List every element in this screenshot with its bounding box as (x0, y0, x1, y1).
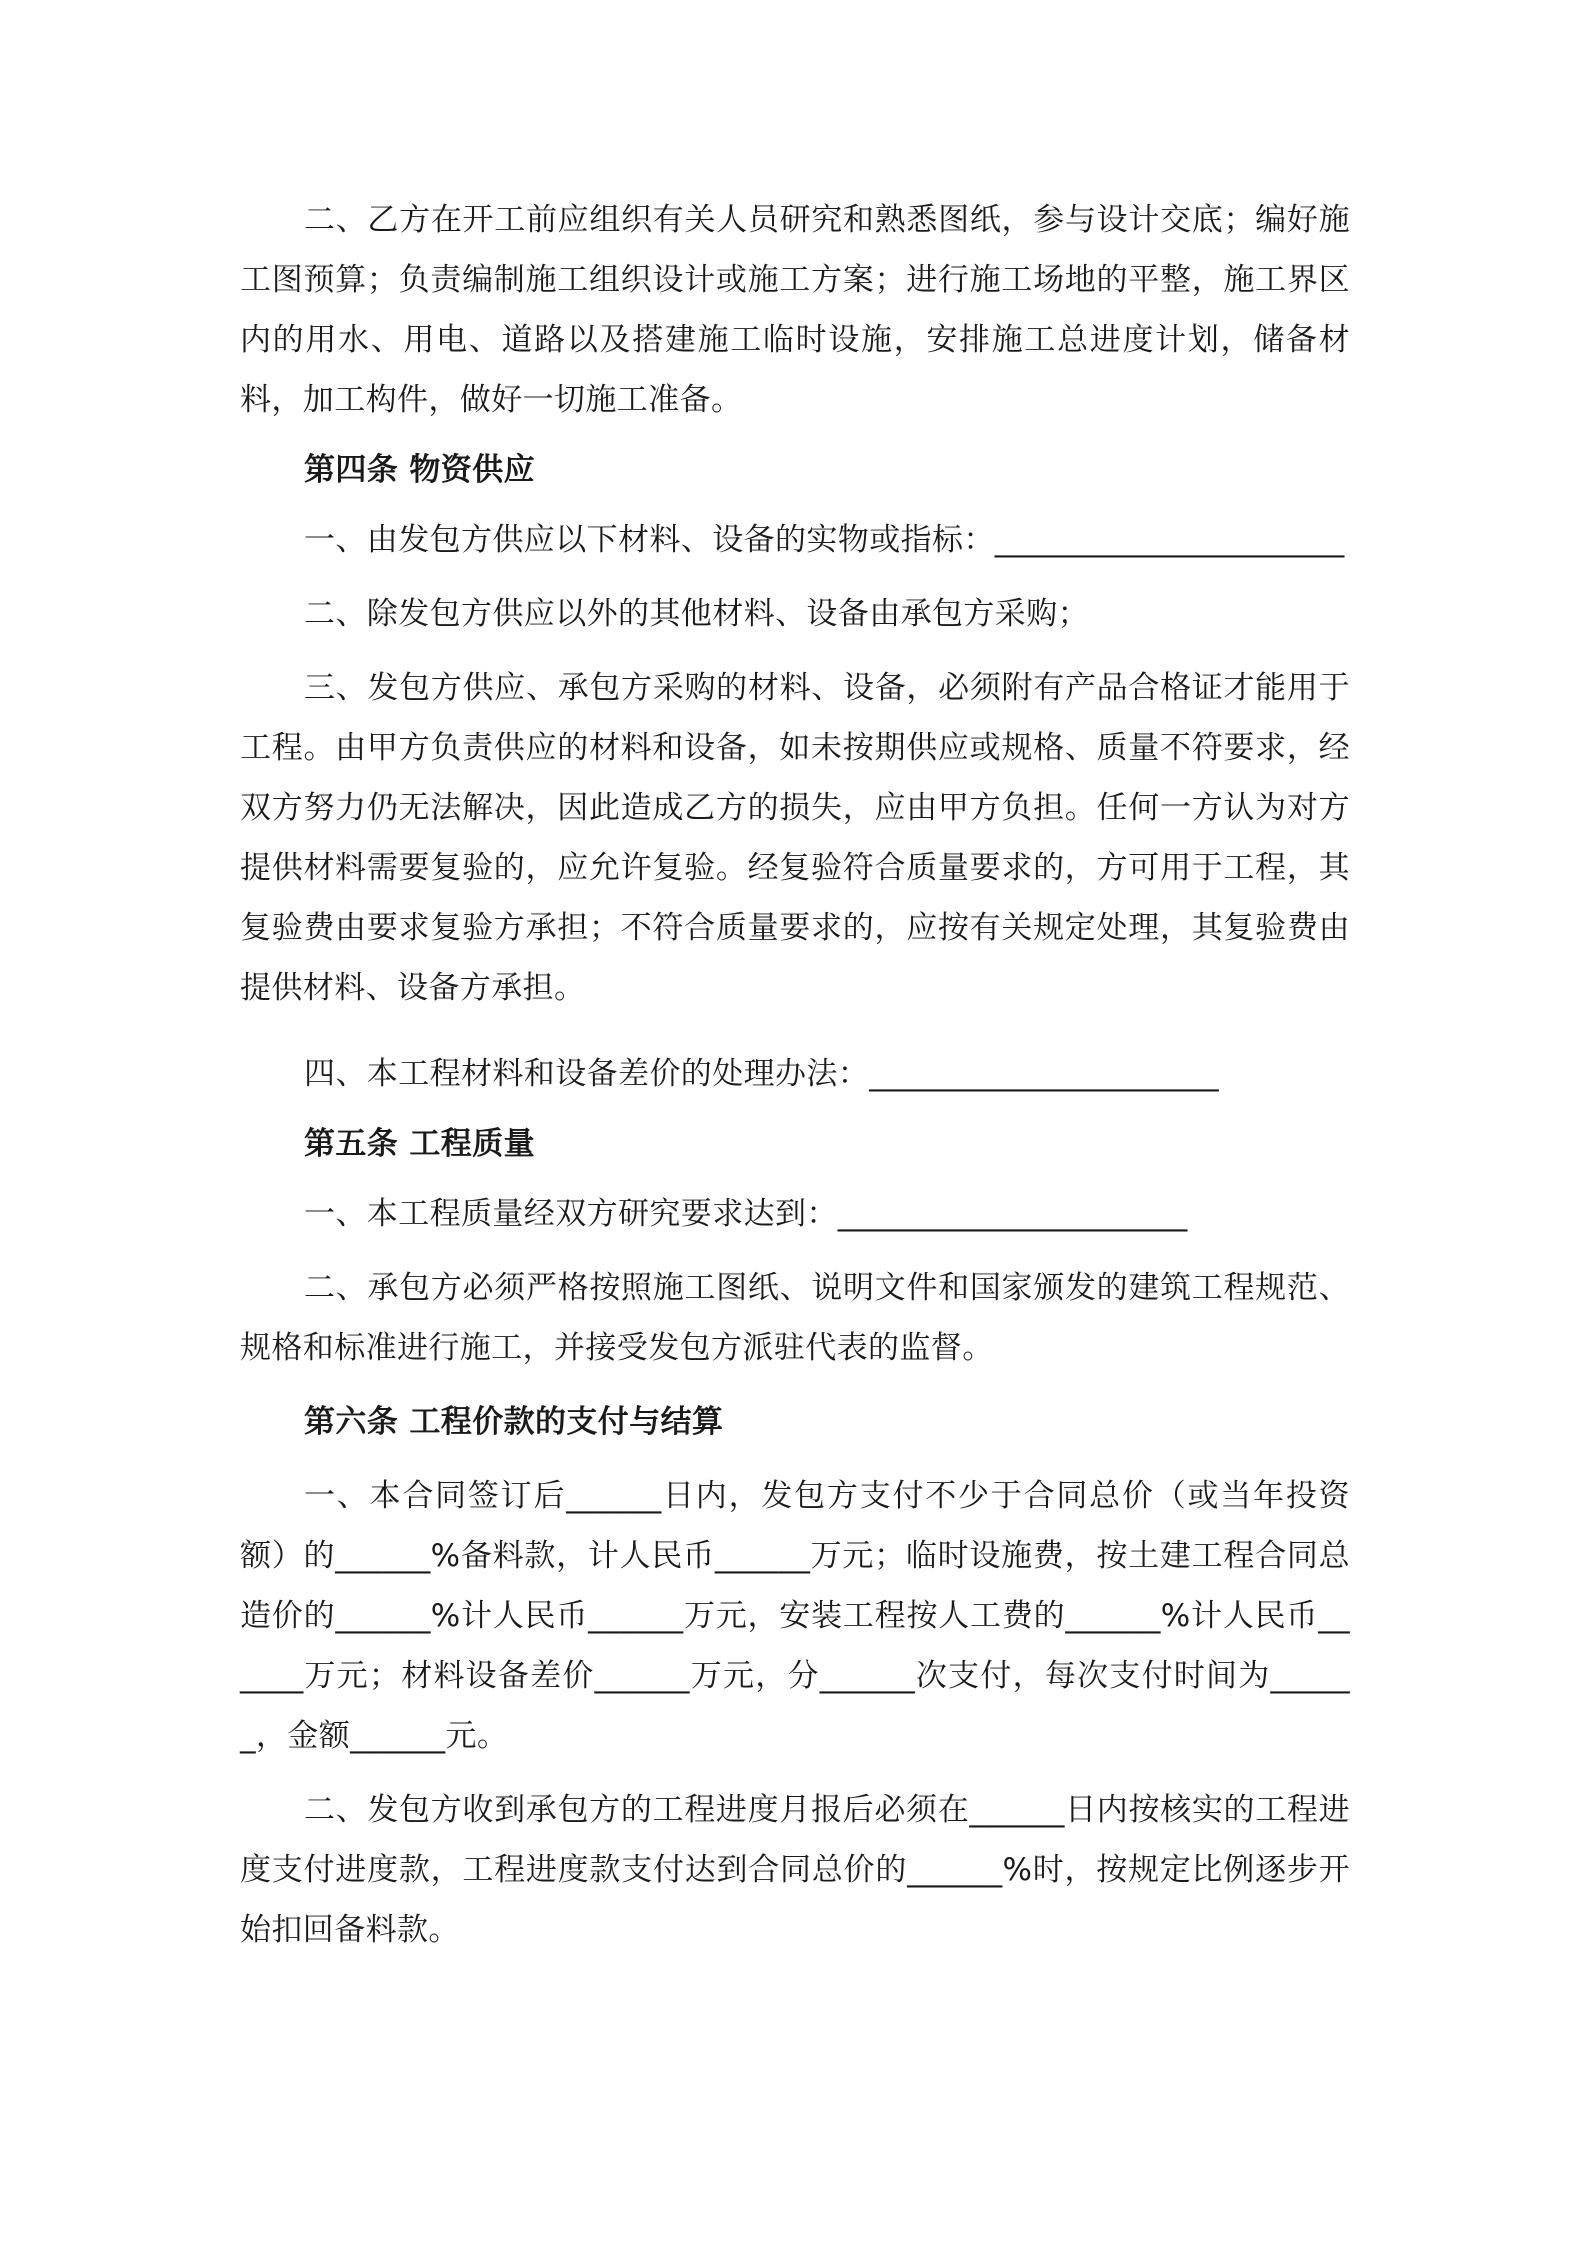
paragraph-supply-3: 三、发包方供应、承包方采购的材料、设备，必须附有产品合格证才能用于工程。由甲方负责供应的材料和设备，如未按期供应或规格、质量不符要求，经双方努力仍无法解决，因此造成乙方的损失，应由甲方负担。任何一方认为对方提供材料需要复验的，应允许复验。经复验符合质量要求的，方可用于工程，其复验费由要求复验方承担；不符合质量要求的，应按有关规定处理，其复验费由提供材料、设备方承担。 (240, 670, 1350, 1006)
paragraph-quality-2: 二、承包方必须严格按照施工图纸、说明文件和国家颁发的建筑工程规范、规格和标准进行施工，并接受发包方派驻代表的监督。 (240, 1270, 1350, 1366)
document-page (240, 190, 1350, 1960)
paragraph-supply-2: 二、除发包方供应以外的其他材料、设备由承包方采购； (304, 596, 1089, 632)
paragraph-payment-2: 二、发包方收到承包方的工程进度月报后必须在______日内按核实的工程进度支付进度款，工程进度款支付达到合同总价的______%时，按规定比例逐步开始扣回备料款。 (240, 1792, 1350, 1948)
heading-article-5: 第五条 工程质量 (304, 1126, 535, 1162)
paragraph-supply-1: 一、由发包方供应以下材料、设备的实物或指标：______________________ (304, 522, 1345, 558)
paragraph-payment-1: 一、本合同签订后______日内，发包方支付不少于合同总价（或当年投资额）的______%备料款，计人民币______万元；临时设施费，按土建工程合同总造价的______%计人民币______万元，安装工程按人工费的______%计人民币______万元；材料设备差价______万元，分______次支付，每次支付时间为______，金额______元。 (240, 1478, 1350, 1754)
paragraph-preparation: 二、乙方在开工前应组织有关人员研究和熟悉图纸，参与设计交底；编好施工图预算；负责编制施工组织设计或施工方案；进行施工场地的平整，施工界区内的用水、用电、道路以及搭建施工临时设施，安排施工总进度计划，储备材料，加工构件，做好一切施工准备。 (240, 202, 1350, 418)
paragraph-quality-1: 一、本工程质量经双方研究要求达到：______________________ (304, 1196, 1188, 1232)
paragraph-supply-4: 四、本工程材料和设备差价的处理办法：______________________ (304, 1056, 1219, 1092)
heading-article-6: 第六条 工程价款的支付与结算 (304, 1404, 724, 1440)
heading-article-4: 第四条 物资供应 (304, 452, 535, 488)
